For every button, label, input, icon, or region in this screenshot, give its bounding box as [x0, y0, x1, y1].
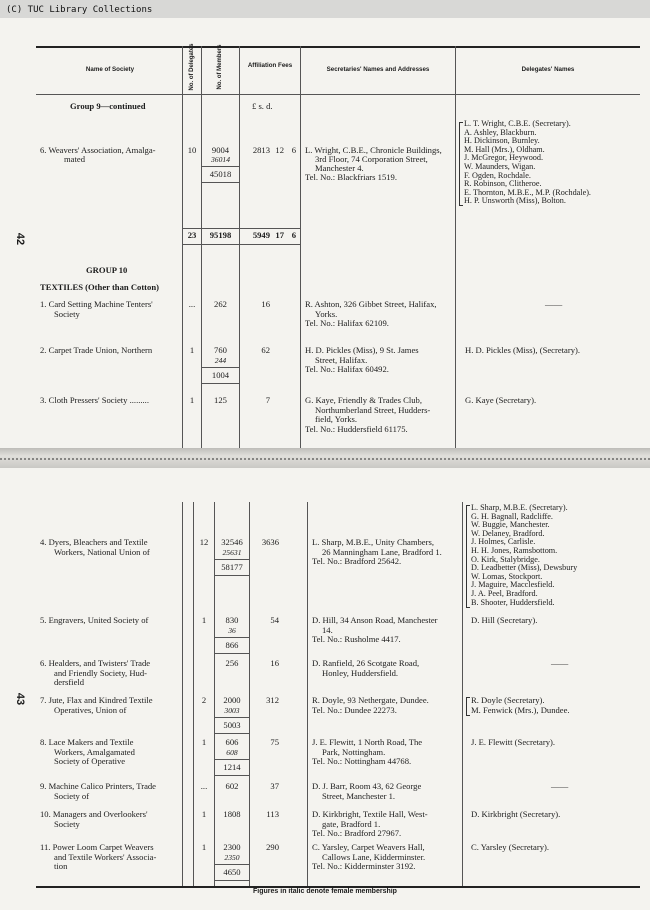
total-members: 58177	[221, 562, 243, 572]
fee-pounds: 3636	[261, 537, 279, 547]
textiles-heading: TEXTILES (Other than Cotton)	[40, 282, 159, 292]
fee-shillings: 12	[275, 145, 284, 155]
society-name: 9. Machine Calico Printers, Trade	[40, 781, 156, 791]
society-name: 11. Power Loom Carpet Weavers	[40, 842, 154, 852]
delegates-count: 1	[189, 395, 195, 405]
fee-pounds: 113	[266, 809, 279, 819]
delegate-name: R. Doyle (Secretary).	[471, 695, 545, 705]
address-line: Tel. No.: Nottingham 44768.	[312, 756, 412, 767]
delegate-name: H. P. Unsworth (Miss), Bolton.	[464, 196, 566, 206]
address-line: Callows Lane, Kidderminster.	[322, 851, 426, 862]
delegate-name: J. A. Peel, Bradford.	[471, 589, 538, 598]
delegate-name: W. Lomas, Stockport.	[471, 571, 543, 581]
address-line: 26 Manningham Lane, Bradford 1.	[322, 546, 442, 557]
members-count: 760	[214, 345, 227, 355]
page-43	[0, 468, 650, 910]
address-line: gate, Bradford 1.	[322, 818, 381, 829]
fee-pounds: 54	[270, 615, 279, 625]
delegate-name: W. Delaney, Bradford.	[471, 528, 545, 538]
society-name: Workers, National Union of	[54, 546, 150, 557]
subtotal-rule	[215, 637, 249, 638]
group-total-members: 95198	[209, 230, 232, 240]
delegate-name: J. McGregor, Heywood.	[464, 153, 544, 163]
group-total-shillings: 17	[275, 230, 284, 240]
delegates-count: 12	[199, 537, 209, 547]
address-line: field, Yorks.	[315, 414, 358, 425]
society-name: 10. Managers and Overlookers'	[40, 809, 148, 819]
subtotal-rule	[215, 653, 249, 654]
delegates-count: 1	[189, 345, 195, 355]
members-count: 602	[225, 781, 239, 791]
page-gutter	[0, 448, 650, 468]
group-total-pence: 6	[291, 230, 296, 240]
female-members: 244	[214, 355, 227, 365]
total-rule	[182, 244, 300, 245]
address-line: 3rd Floor, 74 Corporation Street,	[315, 154, 428, 164]
col-line	[249, 502, 250, 888]
subtotal-rule	[202, 367, 239, 368]
watermark: (C) TUC Library Collections	[6, 5, 153, 15]
rule-header	[36, 94, 640, 95]
subtotal-rule	[202, 182, 239, 183]
address-line: D. Hill, 34 Anson Road, Manchester	[312, 615, 438, 625]
delegate-name: G. H. Bagnall, Radcliffe.	[471, 511, 553, 521]
address-line: Tel. No.: Blackfriars 1519.	[305, 172, 397, 182]
brace	[466, 505, 470, 608]
delegates-count: 2	[201, 695, 207, 705]
society-name: 1. Card Setting Machine Tenters'	[40, 299, 153, 309]
total-members: 1214	[223, 762, 241, 772]
society-name: Society of Operative	[54, 756, 126, 767]
address-line: Tel. No.: Bradford 27967.	[312, 828, 402, 839]
address-line: Tel. No.: Huddersfield 61175.	[305, 423, 408, 434]
fee-pounds: 312	[266, 695, 279, 705]
col-line	[307, 502, 308, 888]
fee-pounds: 290	[266, 842, 279, 852]
delegate-name: R. Robinson, Clitheroe.	[464, 179, 542, 189]
delegate-name: A. Ashley, Blackburn.	[464, 127, 537, 137]
female-members: 36	[228, 625, 236, 635]
delegate-name: W. Maunders, Wigan.	[464, 162, 536, 171]
members-count: 606	[225, 737, 239, 747]
delegate-name: H. Dickinson, Burnley.	[464, 136, 540, 146]
society-name: 5. Engravers, United Society of	[40, 615, 149, 625]
header-delegates: No. of Delegates	[189, 43, 195, 91]
header-fees: Affiliation Fees	[247, 62, 293, 69]
col-line	[193, 502, 194, 888]
address-line: R. Ashton, 326 Gibbet Street, Halifax,	[305, 299, 437, 309]
society-name: dersfield	[54, 677, 85, 688]
members-count: 2300	[223, 842, 241, 852]
delegate-name: D. Hill (Secretary).	[471, 615, 538, 625]
fee-pounds: 62	[261, 345, 270, 355]
society-name: Workers, Amalgamated	[54, 746, 135, 757]
col-line	[182, 46, 183, 448]
address-line: Park, Nottingham.	[322, 746, 386, 757]
female-members: 608	[226, 747, 238, 757]
subtotal-rule	[215, 559, 249, 560]
address-line: C. Yarsley, Carpet Weavers Hall,	[312, 842, 425, 852]
delegate-name: M. Fenwick (Mrs.), Dundee.	[471, 704, 570, 715]
total-members: 45018	[209, 169, 232, 179]
delegate-name: E. Thornton, M.B.E., M.P. (Rochdale).	[464, 187, 591, 197]
delegate-name: L. T. Wright, C.B.E. (Secretary).	[464, 119, 571, 128]
society-name: tion	[54, 861, 68, 872]
society-name: Society	[54, 308, 80, 319]
society-name: 6. Weavers' Association, Amalga-	[40, 145, 156, 155]
society-name: 4. Dyers, Bleachers and Textile	[40, 537, 148, 547]
address-line: L. Sharp, M.B.E., Unity Chambers,	[312, 537, 434, 547]
female-members: 25631	[222, 547, 242, 557]
subtotal-rule	[215, 880, 249, 881]
page-number: 42	[14, 232, 27, 246]
address-line: Yorks.	[315, 308, 338, 319]
delegates-count: 1	[201, 809, 207, 819]
delegate-name: C. Yarsley (Secretary).	[471, 842, 550, 852]
col-line	[300, 46, 301, 448]
address-line: Tel. No.: Halifax 62109.	[305, 318, 389, 329]
members-count: 32546	[221, 537, 243, 547]
address-line: Honley, Huddersfield.	[322, 667, 399, 678]
fee-pounds: 7	[265, 395, 270, 405]
col-line	[201, 46, 202, 448]
rule-top	[36, 46, 640, 48]
address-line: G. Kaye, Friendly & Trades Club,	[305, 395, 422, 405]
society-name: Society	[54, 818, 80, 829]
delegate-name: ——	[545, 299, 563, 309]
female-members: 36014	[211, 155, 230, 164]
society-name: 3. Cloth Pressers' Society .........	[40, 395, 149, 405]
brace	[466, 697, 470, 716]
address-line: Street, Manchester 1.	[322, 790, 396, 801]
group-total-pounds: 5949	[252, 230, 270, 240]
delegate-name: B. Shooter, Huddersfield.	[471, 597, 555, 607]
delegate-name: D. Kirkbright (Secretary).	[471, 809, 561, 819]
address-line: Tel. No.: Dundee 22273.	[312, 704, 397, 715]
footnote: Figures in italic denote female membership	[253, 888, 397, 895]
members-count: 9004	[211, 145, 230, 155]
col-line	[239, 46, 240, 448]
group10-heading: GROUP 10	[86, 265, 128, 275]
delegate-name: J. E. Flewitt (Secretary).	[471, 737, 556, 747]
delegates-count: 1	[201, 737, 207, 747]
address-line: Tel. No.: Halifax 60492.	[305, 364, 389, 375]
address-line: Tel. No.: Bradford 25642.	[312, 556, 402, 567]
delegate-name: J. Maguire, Macclesfield.	[471, 580, 555, 590]
society-name: and Textile Workers' Associa-	[54, 851, 157, 862]
fee-pounds: 37	[270, 781, 279, 791]
society-name: 6. Healders, and Twisters' Trade	[40, 658, 151, 668]
delegate-name: ——	[551, 658, 569, 668]
address-line: Manchester 4.	[315, 163, 364, 173]
address-line: R. Doyle, 93 Nethergate, Dundee.	[312, 695, 429, 705]
subtotal-rule	[215, 733, 249, 734]
address-line: H. D. Pickles (Miss), 9 St. James	[305, 345, 419, 355]
group9-heading: Group 9—continued	[70, 101, 146, 111]
subtotal-rule	[215, 775, 249, 776]
page-42	[0, 18, 650, 448]
header-secretaries: Secretaries' Names and Addresses	[326, 66, 430, 73]
society-name: 7. Jute, Flax and Kindred Textile	[40, 695, 153, 705]
members-count: 1808	[223, 809, 241, 819]
delegate-name: M. Hall (Mrs.), Oldham.	[464, 144, 545, 154]
header-name: Name of Society	[85, 66, 135, 73]
address-line: 14.	[322, 624, 333, 635]
society-name: and Friendly Society, Hud-	[54, 667, 148, 678]
address-line: D. J. Barr, Room 43, 62 George	[312, 781, 422, 791]
address-line: Street, Halifax.	[315, 354, 368, 365]
address-line: L. Wright, C.B.E., Chronicle Buildings,	[305, 145, 442, 155]
delegates-count: ...	[200, 781, 208, 791]
society-name: Operatives, Union of	[54, 704, 127, 715]
fee-pounds: 16	[270, 658, 279, 668]
page-number: 43	[14, 692, 27, 706]
society-name: 8. Lace Makers and Textile	[40, 737, 134, 747]
society-name: Society of	[54, 790, 90, 801]
fee-pounds: 16	[261, 299, 270, 309]
fee-pounds: 2813	[252, 145, 270, 155]
group-total-delegates: 23	[187, 230, 197, 240]
col-line	[455, 46, 456, 448]
fee-pounds: 75	[270, 737, 279, 747]
female-members: 3003	[224, 705, 240, 715]
subtotal-rule	[202, 166, 239, 167]
address-line: Tel. No.: Rusholme 4417.	[312, 634, 401, 645]
subtotal-rule	[202, 383, 239, 384]
address-line: J. E. Flewitt, 1 North Road, The	[312, 737, 423, 747]
delegates-count: 1	[201, 615, 207, 625]
total-members: 4650	[223, 867, 241, 877]
delegate-name: L. Sharp, M.B.E. (Secretary).	[471, 503, 568, 512]
delegates-count: 1	[201, 842, 207, 852]
col-line	[462, 502, 463, 888]
female-members: 2350	[224, 852, 240, 862]
subtotal-rule	[215, 575, 249, 576]
members-count: 830	[225, 615, 239, 625]
delegates-count: 10	[187, 145, 197, 155]
subtotal-rule	[215, 759, 249, 760]
delegate-name: J. Holmes, Carlisle.	[471, 537, 536, 547]
header-members: No. of Members	[217, 44, 223, 90]
delegate-name: W. Buggie, Manchester.	[471, 520, 550, 530]
total-rule	[182, 228, 300, 229]
delegate-name: O. Kirk, Stalybridge.	[471, 554, 540, 564]
delegate-name: H. H. Jones, Ramsbottom.	[471, 546, 558, 555]
address-line: D. Ranfield, 26 Scotgate Road,	[312, 658, 420, 668]
currency-label: £ s. d.	[252, 101, 273, 111]
brace	[459, 122, 463, 206]
header-delegate-names: Delegates' Names	[521, 66, 575, 73]
members-count: 256	[225, 658, 239, 668]
delegate-name: F. Ogden, Rochdale.	[464, 170, 531, 180]
delegate-name: ——	[551, 781, 569, 791]
fee-pence: 6	[291, 145, 296, 155]
society-name: 2. Carpet Trade Union, Northern	[40, 345, 153, 355]
society-name: mated	[64, 154, 85, 164]
address-line: D. Kirkbright, Textile Hall, West-	[312, 809, 428, 819]
delegates-count: ...	[188, 299, 196, 309]
address-line: Tel. No.: Kidderminster 3192.	[312, 861, 416, 872]
subtotal-rule	[215, 717, 249, 718]
total-members: 5003	[223, 720, 241, 730]
members-count: 262	[214, 299, 227, 309]
delegate-name: G. Kaye (Secretary).	[465, 395, 537, 405]
total-members: 1004	[211, 370, 230, 380]
members-count: 125	[214, 395, 227, 405]
total-members: 866	[225, 640, 239, 650]
subtotal-rule	[215, 864, 249, 865]
members-count: 2000	[223, 695, 241, 705]
delegate-name: H. D. Pickles (Miss), (Secretary).	[465, 345, 581, 355]
delegate-name: D. Leadbetter (Miss), Dewsbury	[471, 563, 578, 573]
col-line	[182, 502, 183, 888]
address-line: Northumberland Street, Hudders-	[315, 404, 431, 415]
